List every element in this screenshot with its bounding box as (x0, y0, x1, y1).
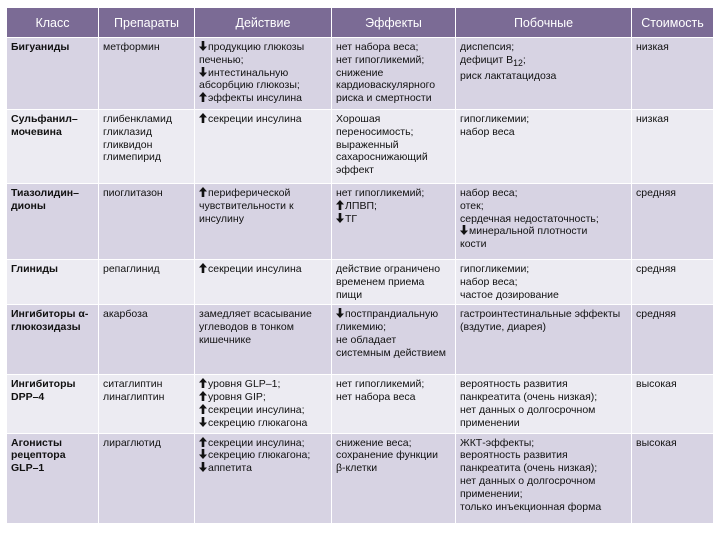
drugs-cell (99, 375, 195, 433)
effect-line (336, 79, 451, 92)
effect-line (336, 437, 451, 450)
side-effect-text: применении; (460, 487, 523, 500)
arrow-down-icon (199, 449, 207, 459)
header-row (7, 8, 714, 38)
effect-line (336, 213, 451, 226)
header-cost: Стоимость (632, 8, 714, 38)
side-effect-line (460, 501, 627, 514)
side-effect-line (460, 41, 627, 54)
drug-name: ситаглиптин (103, 378, 163, 391)
effect-line (336, 347, 451, 360)
side-effect-text: отек; (460, 199, 484, 212)
action-text: секреции инсулина; (208, 436, 305, 449)
effect-line (336, 187, 451, 200)
effect-text: риска и смертности (336, 92, 432, 105)
drug-name: глибенкламид (103, 113, 173, 125)
side-effect-text: (вздутие, диарея) (460, 321, 546, 334)
effects-cell (332, 305, 456, 375)
side-effect-line (460, 276, 627, 289)
arrow-up-icon (199, 92, 207, 102)
arrow-up-icon (199, 187, 207, 197)
effect-text: выраженный (336, 138, 399, 151)
side-effects-cell (456, 305, 632, 375)
effect-text: действие ограничено (336, 263, 441, 275)
side-effect-line (460, 391, 627, 404)
effect-line (336, 126, 451, 139)
effect-text: эффект (336, 164, 374, 177)
table-row (7, 305, 714, 375)
side-effect-line (460, 225, 627, 238)
action-line (199, 200, 327, 213)
class-cell (7, 184, 99, 260)
class-name-line: Бигуаниды (11, 41, 70, 53)
drug-name: гликлазид (103, 125, 152, 138)
side-effect-text: сердечная недостаточность; (460, 212, 599, 225)
class-cell (7, 305, 99, 375)
class-name-line: дионы (11, 199, 46, 212)
side-effect-line (460, 238, 627, 251)
drug-name: гликвидон (103, 138, 153, 151)
action-line (199, 92, 327, 105)
drugs-cell (99, 433, 195, 523)
action-cell (195, 260, 332, 305)
effect-line (336, 200, 451, 213)
effect-line (336, 151, 451, 164)
side-effect-text: нет данных о долгосрочном (460, 403, 596, 416)
action-cell (195, 184, 332, 260)
class-name-line: Сульфанил– (11, 113, 78, 125)
drug-name: линаглиптин (103, 391, 165, 404)
side-effect-text: вероятность развития (460, 449, 568, 462)
action-text: уровня GIP; (208, 391, 266, 404)
action-line (199, 321, 327, 334)
action-line (199, 462, 327, 475)
action-line (199, 378, 327, 391)
effect-text: временем приема (336, 275, 425, 288)
effects-cell (332, 110, 456, 184)
effect-text: системным действием (336, 346, 446, 359)
class-name-line: Агонисты (11, 436, 62, 449)
header-side-effects: Побочные (456, 8, 632, 38)
action-line (199, 187, 327, 200)
action-text: углеводов в тонком (199, 321, 294, 334)
action-line (199, 417, 327, 430)
action-line (199, 41, 327, 54)
effect-line (336, 289, 451, 302)
action-text: секреции инсулина (208, 263, 302, 275)
arrow-down-icon (199, 41, 207, 51)
subscript: 12 (513, 57, 523, 68)
effect-line (336, 449, 451, 462)
side-effect-text: минеральной плотности (469, 225, 588, 238)
action-line (199, 437, 327, 450)
class-name-line: глюкозидазы (11, 321, 81, 334)
side-effect-text: набор веса (460, 125, 515, 138)
side-effect-line (460, 113, 627, 126)
effect-line (336, 276, 451, 289)
header-effects: Эффекты (332, 8, 456, 38)
effect-text: сохранение функции (336, 449, 438, 462)
effect-line (336, 321, 451, 334)
action-cell (195, 375, 332, 433)
cost-cell: средняя (632, 260, 714, 305)
side-effect-line (460, 437, 627, 450)
side-effect-line (460, 449, 627, 462)
side-effect-text: панкреатита (очень низкая); (460, 391, 598, 404)
drugs-cell (99, 184, 195, 260)
side-effects-cell (456, 375, 632, 433)
side-effect-line (460, 187, 627, 200)
arrow-up-icon (199, 263, 207, 273)
side-effects-cell (456, 260, 632, 305)
drug-name: глимепирид (103, 151, 162, 164)
side-effect-text: дефицит B (460, 53, 514, 66)
arrow-up-icon (199, 113, 207, 123)
action-line (199, 404, 327, 417)
side-effect-line (460, 70, 627, 83)
side-effect-line (460, 289, 627, 302)
action-text: уровня GLP–1; (208, 378, 281, 391)
action-line (199, 54, 327, 67)
side-effect-line (460, 308, 627, 321)
side-effect-text: панкреатита (очень низкая); (460, 462, 598, 475)
effect-text: переносимость; (336, 125, 414, 138)
effect-line (336, 263, 451, 276)
table-row (7, 375, 714, 433)
side-effect-line (460, 417, 627, 430)
table-row (7, 38, 714, 110)
action-line (199, 113, 327, 126)
header-action: Действие (195, 8, 332, 38)
table-row (7, 110, 714, 184)
side-effect-line (460, 378, 627, 391)
side-effect-text: вероятность развития (460, 378, 568, 391)
action-cell (195, 110, 332, 184)
effect-text: β-клетки (336, 462, 378, 475)
side-effect-text: только инъекционная форма (460, 500, 602, 513)
cost-cell: низкая (632, 38, 714, 110)
effect-text: гликемию; (336, 321, 387, 334)
effect-text: снижение (336, 66, 384, 79)
side-effect-text: набор веса; (460, 275, 518, 288)
arrow-down-icon (336, 308, 344, 318)
class-name-line: Ингибиторы (11, 378, 76, 391)
side-effect-text: нет данных о долгосрочном (460, 474, 596, 487)
effect-text: нет набора веса (336, 391, 416, 404)
drugs-cell (99, 110, 195, 184)
class-cell (7, 110, 99, 184)
side-effects-cell (456, 110, 632, 184)
cost-cell: средняя (632, 305, 714, 375)
cost-cell: низкая (632, 110, 714, 184)
effect-text: Хорошая (336, 113, 381, 125)
effect-line (336, 41, 451, 54)
side-effect-line (460, 488, 627, 501)
side-effect-suffix: ; (522, 53, 526, 66)
action-text: эффекты инсулина (208, 92, 303, 105)
side-effect-text: применении (460, 416, 520, 429)
action-text: секреции инсулина; (208, 403, 305, 416)
action-cell (195, 38, 332, 110)
table-row (7, 433, 714, 523)
effects-cell (332, 184, 456, 260)
effect-line (336, 462, 451, 475)
effect-text: не обладает (336, 333, 397, 346)
effects-cell (332, 433, 456, 523)
arrow-down-icon (336, 213, 344, 223)
action-text: инсулину (199, 212, 244, 225)
action-text: периферической (208, 187, 291, 199)
action-text: продукцию глюкозы (208, 41, 305, 53)
arrow-up-icon (199, 378, 207, 388)
arrow-down-icon (199, 67, 207, 77)
side-effect-line (460, 200, 627, 213)
table-row (7, 260, 714, 305)
action-text: секрецию глюкагона; (208, 449, 311, 462)
arrow-down-icon (460, 225, 468, 235)
drugs-cell (99, 305, 195, 375)
side-effect-text: риск лактатацидоза (460, 69, 557, 82)
effect-line (336, 113, 451, 126)
action-text: аппетита (208, 462, 252, 475)
class-cell (7, 38, 99, 110)
action-text: абсорбцию глюкозы; (199, 79, 300, 92)
effect-text: нет гипогликемий; (336, 187, 425, 199)
effect-text: кардиоваскулярного (336, 79, 436, 92)
effect-line (336, 164, 451, 177)
drug-name: репаглинид (103, 263, 160, 275)
arrow-down-icon (199, 417, 207, 427)
effect-line (336, 308, 451, 321)
class-name-line: GLP–1 (11, 462, 45, 475)
cost-cell: высокая (632, 375, 714, 433)
action-line (199, 334, 327, 347)
effect-text: снижение веса; (336, 436, 412, 449)
action-text: чувствительности к (199, 199, 294, 212)
side-effects-cell (456, 184, 632, 260)
action-text: секрецию глюкагона (208, 416, 308, 429)
cost-cell: высокая (632, 433, 714, 523)
drugs-cell (99, 38, 195, 110)
action-cell (195, 433, 332, 523)
header-drugs: Препараты (99, 8, 195, 38)
side-effect-line (460, 475, 627, 488)
side-effect-text: гипогликемии; (460, 113, 530, 125)
effect-line (336, 67, 451, 80)
drug-name: пиоглитазон (103, 187, 163, 199)
side-effect-line (460, 126, 627, 139)
class-name-line: рецептора (11, 449, 66, 462)
arrow-down-icon (199, 462, 207, 472)
side-effect-text: гипогликемии; (460, 263, 530, 275)
side-effect-line (460, 404, 627, 417)
drug-name: акарбоза (103, 308, 148, 321)
effect-line (336, 378, 451, 391)
action-text: кишечнике (199, 333, 252, 346)
side-effects-cell (456, 433, 632, 523)
arrow-up-icon (199, 391, 207, 401)
action-cell (195, 305, 332, 375)
action-line (199, 449, 327, 462)
effect-text: нет набора веса; (336, 41, 419, 53)
effect-text: нет гипогликемий; (336, 378, 425, 391)
class-name-line: DPP–4 (11, 391, 45, 404)
side-effect-text: гастроинтестинальные эффекты (460, 308, 621, 321)
class-name-line: Ингибиторы α- (11, 308, 89, 321)
action-line (199, 391, 327, 404)
side-effect-text: диспепсия; (460, 41, 515, 53)
side-effect-text: частое дозирование (460, 288, 559, 301)
effect-line (336, 54, 451, 67)
action-line (199, 67, 327, 80)
cost-cell: средняя (632, 184, 714, 260)
effect-text: ЛПВП; (345, 199, 377, 212)
drug-name: лираглютид (103, 436, 161, 449)
action-text: печенью; (199, 53, 244, 66)
header-class: Класс (7, 8, 99, 38)
side-effect-line (460, 462, 627, 475)
table-row (7, 184, 714, 260)
action-line (199, 79, 327, 92)
drugs-cell (99, 260, 195, 305)
class-cell (7, 375, 99, 433)
effect-text: пищи (336, 288, 363, 301)
effect-text: постпрандиальную (345, 308, 439, 321)
action-line (199, 308, 327, 321)
effect-line (336, 92, 451, 105)
class-name-line: Тиазолидин– (11, 187, 79, 199)
class-name-line: мочевина (11, 125, 62, 138)
arrow-up-icon (199, 404, 207, 414)
effect-text: сахароснижающий (336, 151, 428, 164)
action-text: секреции инсулина (208, 113, 302, 125)
drug-comparison-table (6, 7, 714, 524)
drug-name: метформин (103, 41, 160, 53)
side-effect-line (460, 321, 627, 334)
side-effect-text: набор веса; (460, 187, 518, 199)
class-cell (7, 433, 99, 523)
effects-cell (332, 260, 456, 305)
effect-text: нет гипогликемий; (336, 53, 425, 66)
side-effects-cell (456, 38, 632, 110)
action-line (199, 213, 327, 226)
table-body (7, 38, 714, 524)
effects-cell (332, 375, 456, 433)
side-effect-line (460, 263, 627, 276)
effect-line (336, 334, 451, 347)
side-effect-text: кости (460, 238, 487, 251)
action-text: замедляет всасывание (199, 308, 312, 321)
side-effect-line (460, 54, 627, 70)
arrow-up-icon (336, 200, 344, 210)
effect-line (336, 391, 451, 404)
action-text: интестинальную (208, 66, 289, 79)
effect-line (336, 139, 451, 152)
arrow-up-icon (199, 437, 207, 447)
class-cell (7, 260, 99, 305)
effect-text: ТГ (345, 212, 358, 225)
side-effect-text: ЖКТ-эффекты; (460, 436, 535, 449)
effects-cell (332, 38, 456, 110)
action-line (199, 263, 327, 276)
side-effect-line (460, 213, 627, 226)
class-name-line: Глиниды (11, 263, 58, 275)
